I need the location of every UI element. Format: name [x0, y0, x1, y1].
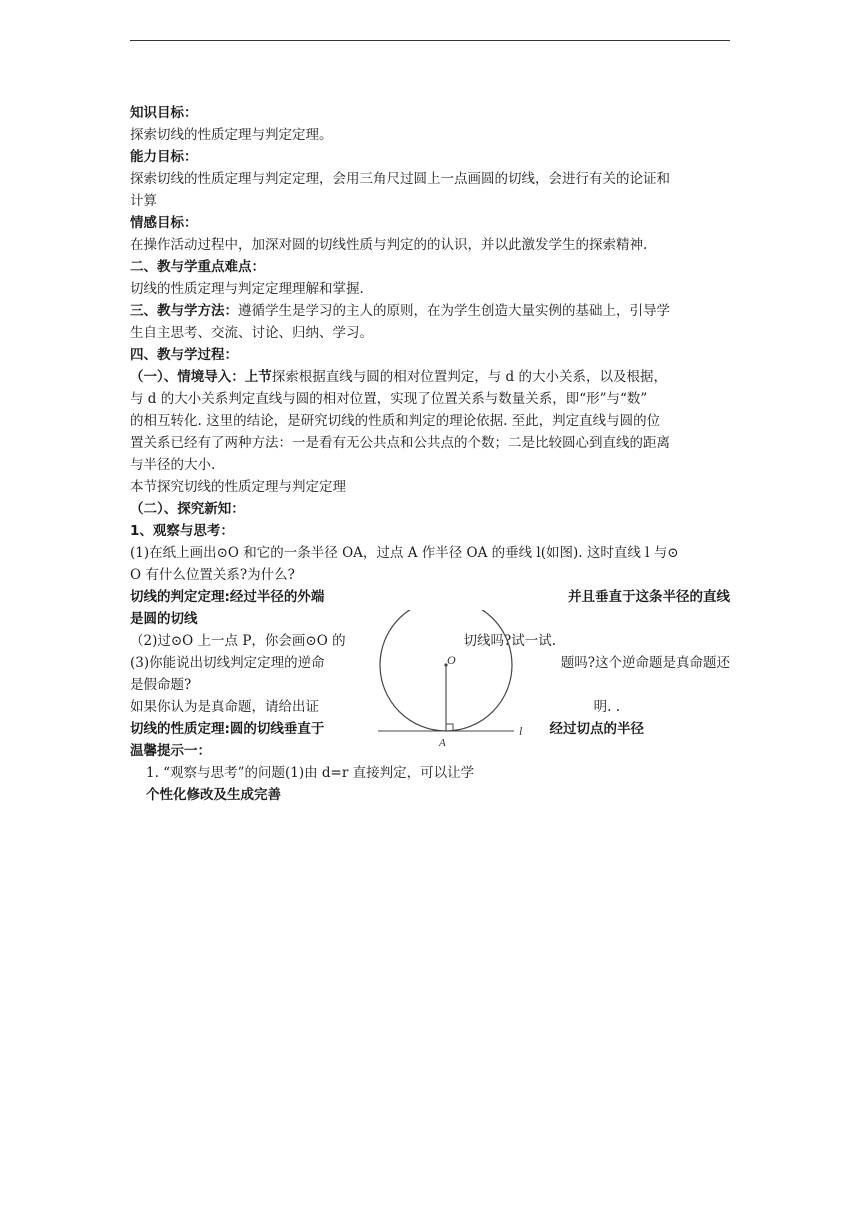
judge-theorem-right: 并且垂直于这条半径的直线 [568, 589, 730, 605]
question-3-end: 是假命题? [130, 677, 192, 693]
question-3-left: (3)你能说出切线判定定理的逆命 [130, 655, 325, 671]
ability-goal-heading: 能力目标： [130, 149, 198, 165]
label-a: A [439, 737, 446, 749]
judge-theorem-left: 切线的判定定理:经过半径的外端 [130, 589, 325, 605]
section3-heading: 三、教与学方法： [130, 303, 238, 319]
tip-heading: 温馨提示一： [130, 743, 211, 759]
property-theorem-left: 切线的性质定理:圆的切线垂直于 [130, 721, 325, 737]
section2-text: 切线的性质定理与判定定理理解和掌握. [130, 281, 364, 297]
label-l: l [519, 724, 523, 738]
prove-right: 明. . [593, 699, 620, 715]
section4-heading: 四、教与学过程： [130, 347, 238, 363]
section3-line-1 [130, 300, 730, 322]
tangent-diagram [376, 610, 546, 750]
judge-theorem-end: 是圆的切线 [130, 611, 198, 627]
ability-goal-text-1: 探索切线的性质定理与判定定理，会用三角尺过圆上一点画圆的切线，会进行有关的论证和 [130, 171, 670, 187]
ability-goal-text-2: 计算 [130, 193, 157, 209]
section3-text-2: 生自主思考、交流、讨论、归纳、学习。 [130, 325, 373, 341]
section-intro: 本节探究切线的性质定理与判定定理 [130, 479, 346, 495]
property-theorem-right: 经过切点的半径 [549, 721, 644, 737]
judge-theorem-row [130, 586, 730, 608]
intro-line-1 [130, 366, 730, 388]
question-1-line-1: (1)在纸上画出⊙O 和它的一条半径 OA，过点 A 作半径 OA 的垂线 l(如图). 这时直线 l 与⊙ [130, 545, 679, 561]
knowledge-goal-heading: 知识目标： [130, 105, 198, 121]
tip-1: 1. “观察与思考”的问题(1)由 d=r 直接判定，可以让学 [146, 765, 475, 781]
emotion-goal-heading: 情感目标： [130, 215, 198, 231]
observe-heading: 1、观察与思考： [130, 523, 234, 539]
header-rule [130, 40, 730, 41]
label-o: O [447, 653, 456, 667]
emotion-goal-text: 在操作活动过程中，加深对圆的切线性质与判定的的认识，并以此激发学生的探索精神. [130, 237, 648, 253]
right-angle-mark [446, 724, 453, 731]
section2-heading: 二、教与学重点难点： [130, 259, 265, 275]
question-2-left: （2)过⊙O 上一点 P，你会画⊙O 的 [130, 633, 346, 649]
question-1-line-2: O 有什么位置关系?为什么? [130, 567, 295, 583]
section3-text-1: 遵循学生是学习的主人的原则，在为学生创造大量实例的基础上，引导学 [238, 303, 670, 319]
prove-left: 如果你认为是真命题，请给出证 [130, 699, 319, 715]
intro-text-4: 置关系已经有了两种方法：一是看有无公共点和公共点的个数；二是比较圆心到直线的距离 [130, 435, 670, 451]
intro-heading: （一）、情境导入：上节 [130, 369, 272, 385]
intro-text-5: 与半径的大小. [130, 457, 216, 473]
question-2-right: 切线吗?试一试. [463, 633, 556, 649]
knowledge-goal-text: 探索切线的性质定理与判定定理。 [130, 127, 333, 143]
explore-heading: （二）、探究新知： [130, 501, 245, 517]
intro-text-2: 与 d 的大小关系判定直线与圆的相对位置，实现了位置关系与数量关系，即“形”与“数” [130, 391, 648, 407]
intro-text-3: 的相互转化. 这里的结论，是研究切线的性质和判定的理论依据. 至此，判定直线与圆的位 [130, 413, 661, 429]
intro-text-1: 探索根据直线与圆的相对位置判定，与 d 的大小关系，以及根据， [271, 369, 667, 385]
footer-note: 个性化修改及生成完善 [146, 787, 281, 803]
question-3-right: 题吗?这个逆命题是真命题还 [560, 655, 730, 671]
